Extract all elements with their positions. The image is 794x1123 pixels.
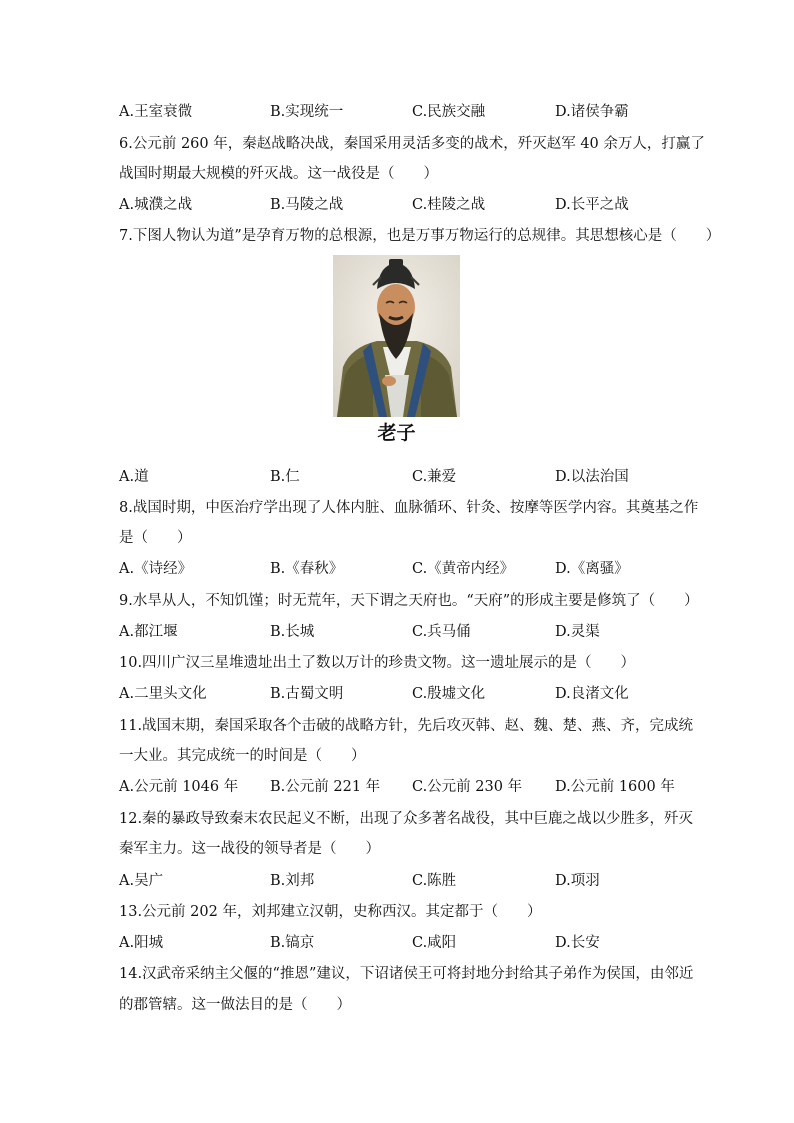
q10-option-d[interactable]: D.良渚文化 — [555, 686, 629, 702]
q6-option-b[interactable]: B.马陵之战 — [270, 197, 344, 213]
q10-stem-line-1: 10.四川广汉三星堆遗址出土了数以万计的珍贵文物。这一遗址展示的是（ ） — [119, 655, 636, 671]
q14-stem-line-2: 的郡管辖。这一做法目的是（ ） — [119, 997, 351, 1013]
q12-option-b[interactable]: B.刘邦 — [270, 873, 315, 889]
q5-option-d[interactable]: D.诸侯争霸 — [555, 104, 629, 120]
q9-option-b[interactable]: B.长城 — [270, 624, 315, 640]
q6-option-d[interactable]: D.长平之战 — [555, 197, 629, 213]
q13-options — [119, 933, 699, 953]
q10-option-c[interactable]: C.殷墟文化 — [412, 686, 486, 702]
q7-stem-line-1: 7.下图人物认为道”是孕育万物的总根源，也是万事万物运行的总规律。其思想核心是（ ） — [119, 228, 721, 244]
q7-option-a[interactable]: A.道 — [119, 469, 149, 485]
q10-option-b[interactable]: B.古蜀文明 — [270, 686, 344, 702]
q5-option-c[interactable]: C.民族交融 — [412, 104, 486, 120]
q13-option-b[interactable]: B.镐京 — [270, 935, 315, 951]
q7-option-d[interactable]: D.以法治国 — [555, 469, 629, 485]
q8-option-c[interactable]: C.《黄帝内经》 — [412, 561, 515, 577]
q14-stem-line-1: 14.汉武帝采纳主父偃的“推恩”建议，下诏诸侯王可将封地分封给其子弟作为侯国，由邻近 — [119, 966, 694, 982]
q11-option-d[interactable]: D.公元前 1600 年 — [555, 779, 675, 795]
q9-option-c[interactable]: C.兵马俑 — [412, 624, 471, 640]
q11-option-a[interactable]: A.公元前 1046 年 — [119, 779, 239, 795]
q5-option-a[interactable]: A.王室衰微 — [119, 104, 193, 120]
q11-options — [119, 777, 699, 797]
portrait-caption: 老子 — [377, 422, 416, 444]
q6-options — [119, 195, 699, 215]
q9-stem-line-1: 9.水旱从人，不知饥馑；时无荒年，天下谓之天府也。“天府”的形成主要是修筑了（ ） — [119, 593, 699, 609]
q8-stem-line-2: 是（ ） — [119, 530, 192, 546]
q11-stem-line-2: 一大业。其完成统一的时间是（ ） — [119, 748, 366, 764]
q12-stem-line-2: 秦军主力。这一战役的领导者是（ ） — [119, 841, 380, 857]
q11-stem-line-1: 11.战国末期，秦国采取各个击破的战略方针，先后攻灭韩、赵、魏、楚、燕、齐，完成统 — [119, 718, 694, 734]
q5-option-b[interactable]: B.实现统一 — [270, 104, 344, 120]
q8-options — [119, 559, 699, 579]
q8-option-d[interactable]: D.《离骚》 — [555, 561, 629, 577]
q8-option-b[interactable]: B.《春秋》 — [270, 561, 344, 577]
q10-option-a[interactable]: A.二里头文化 — [119, 686, 207, 702]
q6-stem-line-1: 6.公元前 260 年，秦赵战略决战，秦国采用灵活多变的战术，歼灭赵军 40 余万人，打赢了 — [119, 136, 705, 152]
q9-option-d[interactable]: D.灵渠 — [555, 624, 600, 640]
q12-option-c[interactable]: C.陈胜 — [412, 873, 457, 889]
q11-option-b[interactable]: B.公元前 221 年 — [270, 779, 381, 795]
q12-options — [119, 871, 699, 891]
portrait-illustration — [333, 255, 460, 417]
q5-options — [119, 102, 699, 122]
q13-option-a[interactable]: A.阳城 — [119, 935, 164, 951]
q10-options — [119, 684, 699, 704]
q9-options — [119, 622, 699, 642]
q11-option-c[interactable]: C.公元前 230 年 — [412, 779, 523, 795]
q8-stem-line-1: 8.战国时期，中医治疗学出现了人体内脏、血脉循环、针灸、按摩等医学内容。其奠基之作 — [119, 500, 699, 516]
q13-stem-line-1: 13.公元前 202 年，刘邦建立汉朝，史称西汉。其定都于（ ） — [119, 904, 542, 920]
q7-option-c[interactable]: C.兼爱 — [412, 469, 457, 485]
q7-option-b[interactable]: B.仁 — [270, 469, 300, 485]
q6-option-a[interactable]: A.城濮之战 — [119, 197, 193, 213]
q12-option-a[interactable]: A.吴广 — [119, 873, 164, 889]
q12-option-d[interactable]: D.项羽 — [555, 873, 600, 889]
q13-option-c[interactable]: C.咸阳 — [412, 935, 457, 951]
q9-option-a[interactable]: A.都江堰 — [119, 624, 178, 640]
q6-stem-line-2: 战国时期最大规模的歼灭战。这一战役是（ ） — [119, 166, 438, 182]
q12-stem-line-1: 12.秦的暴政导致秦末农民起义不断，出现了众多著名战役，其中巨鹿之战以少胜多，歼灭 — [119, 811, 694, 827]
q13-option-d[interactable]: D.长安 — [555, 935, 600, 951]
laozi-portrait — [333, 255, 460, 417]
q8-option-a[interactable]: A.《诗经》 — [119, 561, 193, 577]
q7-options — [119, 467, 699, 487]
q6-option-c[interactable]: C.桂陵之战 — [412, 197, 486, 213]
